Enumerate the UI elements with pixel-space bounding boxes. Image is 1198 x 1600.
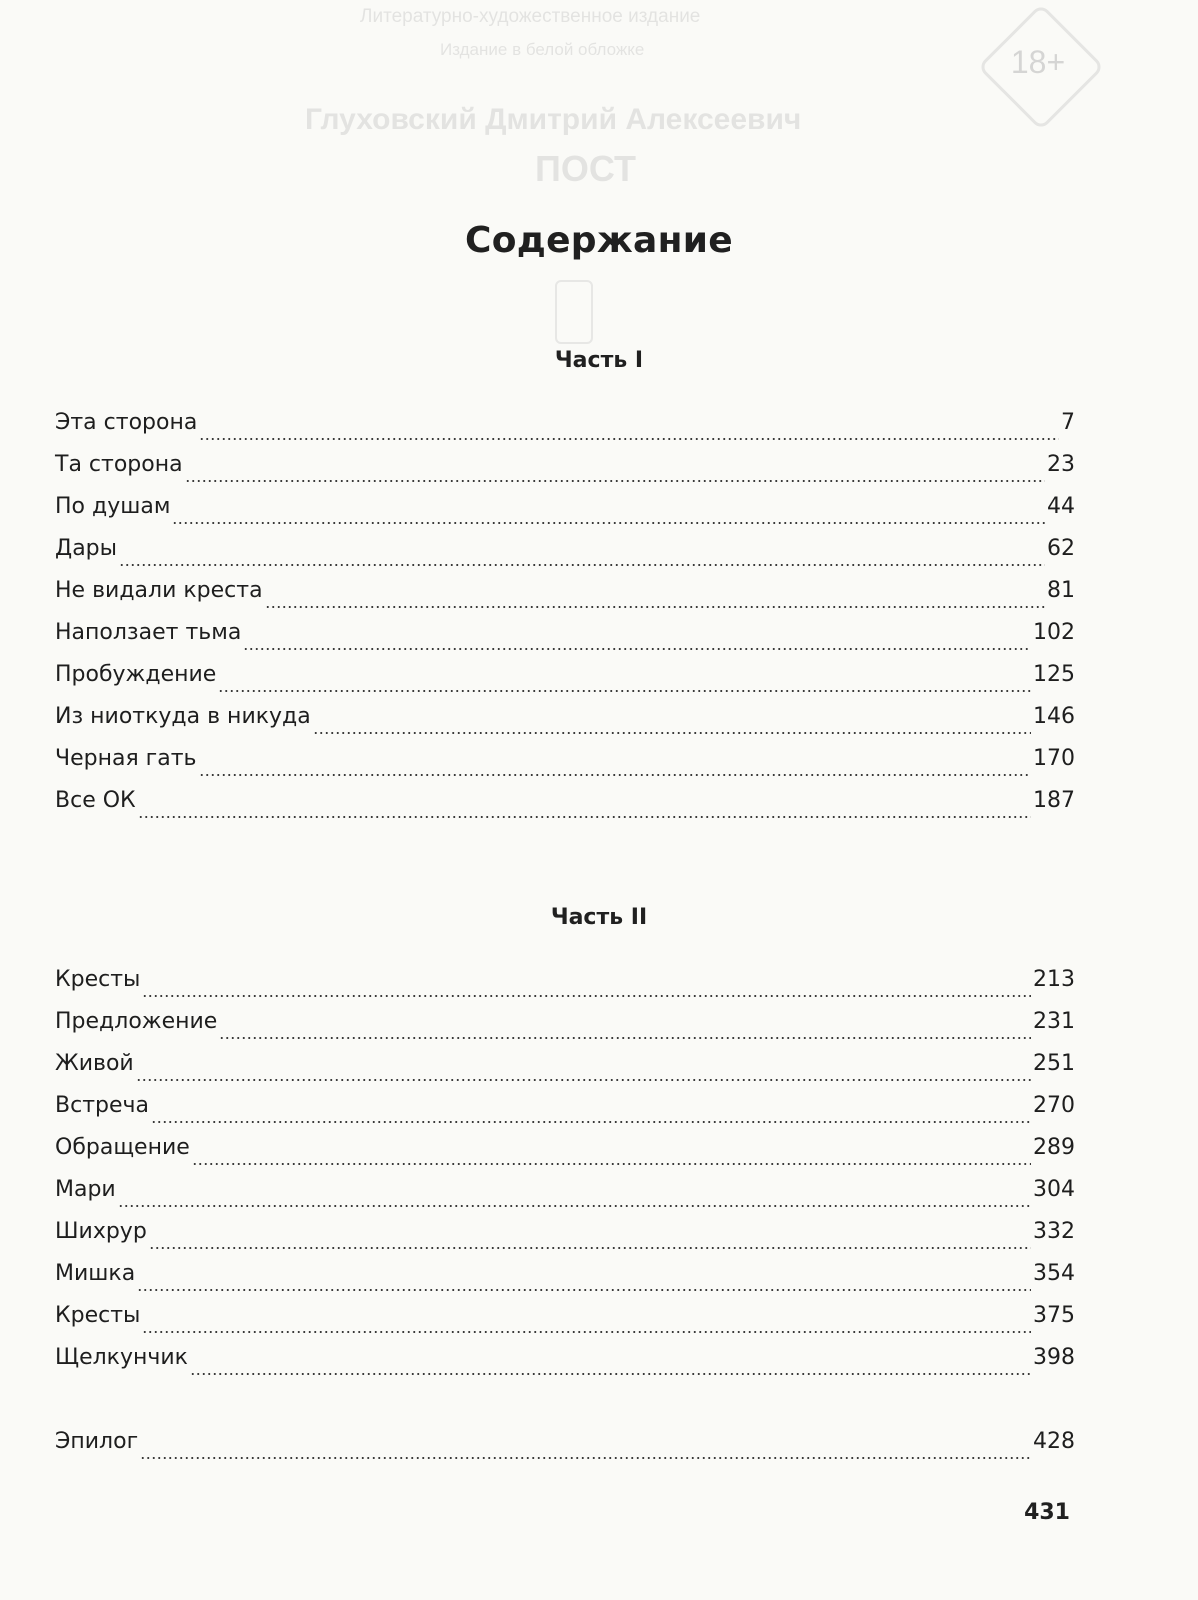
toc-leader-dots: [190, 1373, 1031, 1375]
toc-entry[interactable]: [55, 494, 1075, 536]
toc-entry[interactable]: [55, 410, 1075, 452]
toc-entry-page: 187: [1033, 788, 1075, 813]
toc-entry-page: 213: [1033, 967, 1075, 992]
age-rating-text: 18+: [1010, 44, 1066, 80]
toc-entry-title: Наползает тьма: [55, 620, 242, 645]
toc-entry-page: 44: [1047, 494, 1075, 519]
toc-entry-title: По душам: [55, 494, 171, 519]
toc-entry-title: Щелкунчик: [55, 1345, 188, 1370]
toc-entry-page: 62: [1047, 536, 1075, 561]
toc-entry-title: Черная гать: [55, 746, 197, 771]
part-2-heading: Часть II: [550, 905, 648, 930]
toc-leader-dots: [119, 564, 1045, 566]
toc-entry-title: Мари: [55, 1177, 116, 1202]
toc-entry-title: Эта сторона: [55, 410, 198, 435]
toc-leader-dots: [151, 1121, 1031, 1123]
toc-entry-page: 332: [1033, 1219, 1075, 1244]
toc-entry[interactable]: [55, 1345, 1075, 1387]
toc-entry-page: 289: [1033, 1135, 1075, 1160]
toc-entry-title: Кресты: [55, 967, 141, 992]
toc-leader-dots: [118, 1205, 1031, 1207]
toc-entry-page: 231: [1033, 1009, 1075, 1034]
toc-leader-dots: [243, 648, 1031, 650]
toc-entry[interactable]: [55, 1093, 1075, 1135]
toc-entry-title: Встреча: [55, 1093, 149, 1118]
toc-entry-page: 7: [1061, 410, 1075, 435]
toc-entry-page: 23: [1047, 452, 1075, 477]
toc-leader-dots: [142, 995, 1031, 997]
toc-entry-title: Та сторона: [55, 452, 183, 477]
toc-entry[interactable]: [55, 1051, 1075, 1093]
toc-entry-page: 125: [1033, 662, 1075, 687]
toc-entry-page: 428: [1033, 1429, 1075, 1454]
toc-leader-dots: [137, 1289, 1031, 1291]
toc-entry[interactable]: [55, 746, 1075, 788]
toc-entry[interactable]: [55, 704, 1075, 746]
toc-entry[interactable]: [55, 1303, 1075, 1345]
toc-entry[interactable]: [55, 662, 1075, 704]
toc-entry-page: 375: [1033, 1303, 1075, 1328]
page-title: Содержание: [464, 220, 734, 261]
publisher-emblem-icon: [555, 280, 593, 344]
toc-entry-title: Шихрур: [55, 1219, 147, 1244]
part-1-heading: Часть I: [554, 348, 644, 373]
toc-leader-dots: [138, 816, 1031, 818]
part-1-toc: [55, 410, 1075, 830]
toc-entry-title: Обращение: [55, 1135, 190, 1160]
toc-entry[interactable]: [55, 452, 1075, 494]
bleed-through-line-2: Издание в белой обложке: [440, 40, 645, 59]
toc-entry-page: 354: [1033, 1261, 1075, 1286]
epilogue-toc: [55, 1429, 1075, 1471]
toc-leader-dots: [218, 690, 1031, 692]
toc-entry-title: Дары: [55, 536, 118, 561]
toc-leader-dots: [140, 1457, 1031, 1459]
toc-entry-title: Не видали креста: [55, 578, 263, 603]
toc-entry[interactable]: [55, 578, 1075, 620]
toc-entry-title: Из ниоткуда в никуда: [55, 704, 311, 729]
toc-leader-dots: [313, 732, 1031, 734]
toc-leader-dots: [219, 1037, 1031, 1039]
toc-entry[interactable]: [55, 1177, 1075, 1219]
toc-entry[interactable]: [55, 788, 1075, 830]
toc-leader-dots: [199, 438, 1059, 440]
bleed-through-book-title: ПОСТ: [535, 148, 636, 189]
toc-entry-page: 304: [1033, 1177, 1075, 1202]
toc-entry-title: Мишка: [55, 1261, 136, 1286]
bleed-through-author: Глуховский Дмитрий Алексеевич: [305, 103, 802, 136]
toc-entry-page: 102: [1033, 620, 1075, 645]
toc-entry-title: Все ОК: [55, 788, 136, 813]
toc-entry-page: 398: [1033, 1345, 1075, 1370]
toc-entry-page: 251: [1033, 1051, 1075, 1076]
toc-entry-title: Пробуждение: [55, 662, 217, 687]
toc-entry[interactable]: [55, 1219, 1075, 1261]
toc-entry[interactable]: [55, 1135, 1075, 1177]
toc-entry[interactable]: [55, 1009, 1075, 1051]
toc-entry[interactable]: [55, 536, 1075, 578]
page-number: 431: [1024, 1500, 1070, 1525]
bleed-through-line-1: Литературно-художественное издание: [360, 6, 701, 27]
toc-entry-title: Эпилог: [55, 1429, 139, 1454]
toc-leader-dots: [136, 1079, 1031, 1081]
toc-entry-title: Живой: [55, 1051, 134, 1076]
toc-entry[interactable]: [55, 620, 1075, 662]
part-2-toc: [55, 967, 1075, 1387]
toc-entry-title: Кресты: [55, 1303, 141, 1328]
toc-leader-dots: [172, 522, 1045, 524]
toc-leader-dots: [142, 1331, 1031, 1333]
toc-entry[interactable]: [55, 1261, 1075, 1303]
toc-entry[interactable]: [55, 967, 1075, 1009]
toc-entry-page: 170: [1033, 746, 1075, 771]
toc-entry-page: 81: [1047, 578, 1075, 603]
toc-leader-dots: [192, 1163, 1031, 1165]
toc-entry-epilogue[interactable]: [55, 1429, 1075, 1471]
toc-entry-page: 146: [1033, 704, 1075, 729]
toc-leader-dots: [265, 606, 1045, 608]
toc-entry-page: 270: [1033, 1093, 1075, 1118]
toc-leader-dots: [185, 480, 1045, 482]
toc-leader-dots: [199, 774, 1032, 776]
toc-entry-title: Предложение: [55, 1009, 218, 1034]
toc-leader-dots: [149, 1247, 1031, 1249]
